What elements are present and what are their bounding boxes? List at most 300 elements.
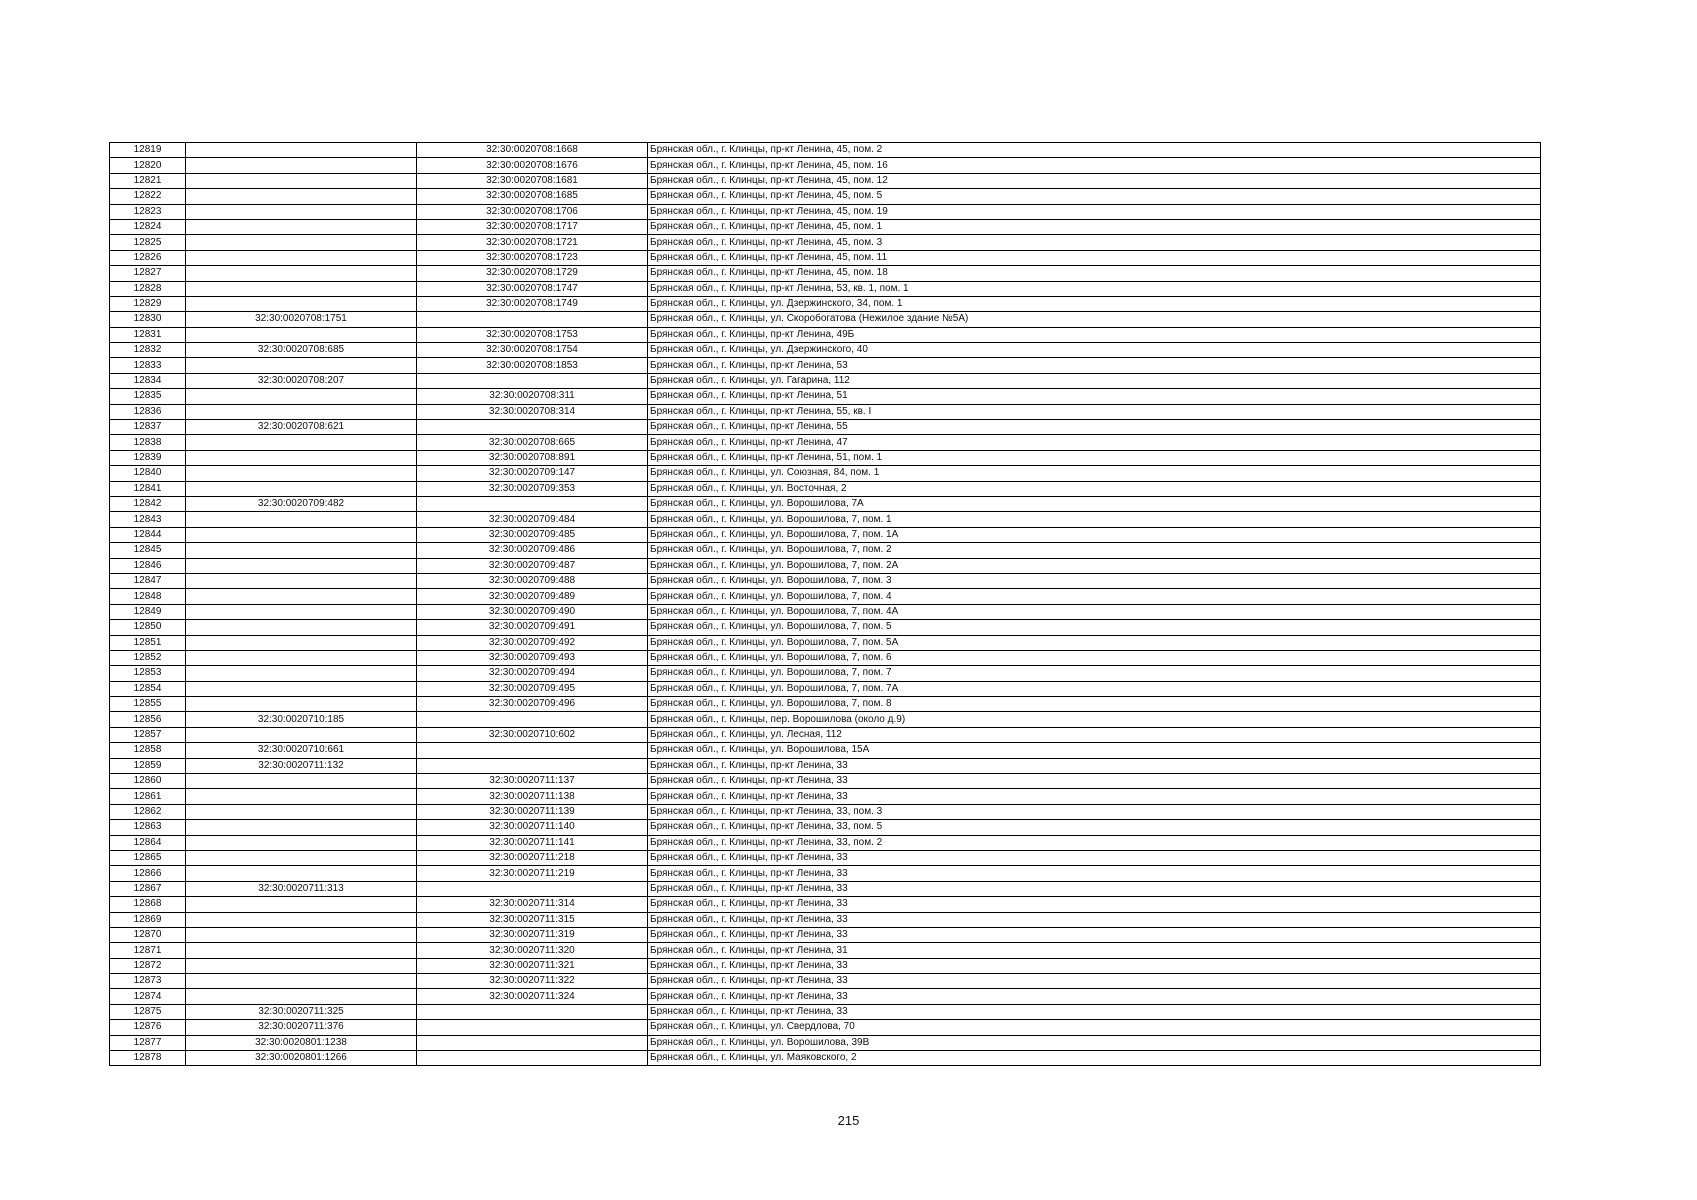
table-row xyxy=(110,1004,1541,1019)
row-number-cell: 12872 xyxy=(110,958,186,973)
object-number-cell: 32:30:0020709:487 xyxy=(417,558,648,573)
row-number-cell: 12848 xyxy=(110,589,186,604)
object-number-cell: 32:30:0020710:602 xyxy=(417,727,648,742)
table-row xyxy=(110,774,1541,789)
object-number-cell: 32:30:0020711:314 xyxy=(417,897,648,912)
object-number-cell: 32:30:0020709:485 xyxy=(417,527,648,542)
address-cell: Брянская обл., г. Клинцы, пр-кт Ленина, 33, пом. 5 xyxy=(648,820,1541,835)
address-cell: Брянская обл., г. Клинцы, пр-кт Ленина, 45, пом. 1 xyxy=(648,219,1541,234)
object-number-cell: 32:30:0020708:1685 xyxy=(417,189,648,204)
table-row xyxy=(110,866,1541,881)
object-number-cell: 32:30:0020709:494 xyxy=(417,666,648,681)
table-row xyxy=(110,296,1541,311)
cadastral-number-cell xyxy=(186,604,417,619)
row-number-cell: 12868 xyxy=(110,897,186,912)
cadastral-number-cell: 32:30:0020710:661 xyxy=(186,743,417,758)
row-number-cell: 12841 xyxy=(110,481,186,496)
table-row xyxy=(110,635,1541,650)
object-number-cell: 32:30:0020709:353 xyxy=(417,481,648,496)
address-cell: Брянская обл., г. Клинцы, пр-кт Ленина, 51 xyxy=(648,389,1541,404)
cadastral-number-cell xyxy=(186,481,417,496)
cadastral-number-cell xyxy=(186,327,417,342)
row-number-cell: 12860 xyxy=(110,774,186,789)
cadastral-number-cell xyxy=(186,650,417,665)
row-number-cell: 12845 xyxy=(110,543,186,558)
address-cell: Брянская обл., г. Клинцы, пр-кт Ленина, 33 xyxy=(648,958,1541,973)
object-number-cell: 32:30:0020708:1749 xyxy=(417,296,648,311)
cadastral-number-cell xyxy=(186,219,417,234)
cadastral-number-cell xyxy=(186,527,417,542)
object-number-cell: 32:30:0020708:1681 xyxy=(417,173,648,188)
object-number-cell: 32:30:0020711:320 xyxy=(417,943,648,958)
cadastral-number-cell: 32:30:0020708:207 xyxy=(186,373,417,388)
object-number-cell: 32:30:0020709:488 xyxy=(417,573,648,588)
table-row xyxy=(110,558,1541,573)
row-number-cell: 12829 xyxy=(110,296,186,311)
table-row xyxy=(110,974,1541,989)
object-number-cell: 32:30:0020708:1668 xyxy=(417,143,648,158)
row-number-cell: 12842 xyxy=(110,496,186,511)
address-cell: Брянская обл., г. Клинцы, пр-кт Ленина, 33 xyxy=(648,974,1541,989)
table-row xyxy=(110,435,1541,450)
cadastral-number-cell xyxy=(186,697,417,712)
table-row xyxy=(110,881,1541,896)
address-cell: Брянская обл., г. Клинцы, пр-кт Ленина, 33 xyxy=(648,774,1541,789)
table-row xyxy=(110,189,1541,204)
object-number-cell: 32:30:0020711:321 xyxy=(417,958,648,973)
table-row xyxy=(110,450,1541,465)
cadastral-number-cell xyxy=(186,635,417,650)
cadastral-number-cell xyxy=(186,573,417,588)
object-number-cell: 32:30:0020711:219 xyxy=(417,866,648,881)
address-cell: Брянская обл., г. Клинцы, ул. Ворошилова, 7, пом. 7 xyxy=(648,666,1541,681)
row-number-cell: 12877 xyxy=(110,1035,186,1050)
table-row xyxy=(110,820,1541,835)
table-row xyxy=(110,758,1541,773)
row-number-cell: 12846 xyxy=(110,558,186,573)
object-number-cell: 32:30:0020711:319 xyxy=(417,927,648,942)
object-number-cell: 32:30:0020711:137 xyxy=(417,774,648,789)
cadastral-number-cell xyxy=(186,173,417,188)
address-cell: Брянская обл., г. Клинцы, ул. Ворошилова, 7, пом. 2А xyxy=(648,558,1541,573)
row-number-cell: 12862 xyxy=(110,804,186,819)
cadastral-number-cell xyxy=(186,820,417,835)
address-cell: Брянская обл., г. Клинцы, пр-кт Ленина, 33 xyxy=(648,912,1541,927)
cadastral-number-cell xyxy=(186,789,417,804)
row-number-cell: 12820 xyxy=(110,158,186,173)
object-number-cell: 32:30:0020709:147 xyxy=(417,466,648,481)
address-cell: Брянская обл., г. Клинцы, ул. Гагарина, 112 xyxy=(648,373,1541,388)
row-number-cell: 12832 xyxy=(110,343,186,358)
address-cell: Брянская обл., г. Клинцы, ул. Дзержинского, 40 xyxy=(648,343,1541,358)
cadastral-number-cell: 32:30:0020709:482 xyxy=(186,496,417,511)
object-number-cell: 32:30:0020709:492 xyxy=(417,635,648,650)
cadastral-number-cell xyxy=(186,143,417,158)
address-cell: Брянская обл., г. Клинцы, ул. Ворошилова, 15А xyxy=(648,743,1541,758)
cadastral-number-cell xyxy=(186,927,417,942)
table-row xyxy=(110,697,1541,712)
table-row xyxy=(110,897,1541,912)
object-number-cell: 32:30:0020708:1717 xyxy=(417,219,648,234)
cadastral-number-cell xyxy=(186,158,417,173)
table-row xyxy=(110,835,1541,850)
row-number-cell: 12858 xyxy=(110,743,186,758)
address-cell: Брянская обл., г. Клинцы, ул. Ворошилова, 7А xyxy=(648,496,1541,511)
object-number-cell: 32:30:0020708:1754 xyxy=(417,343,648,358)
cadastral-number-cell xyxy=(186,850,417,865)
row-number-cell: 12839 xyxy=(110,450,186,465)
object-number-cell: 32:30:0020708:891 xyxy=(417,450,648,465)
object-number-cell: 32:30:0020709:490 xyxy=(417,604,648,619)
cadastral-number-cell: 32:30:0020711:132 xyxy=(186,758,417,773)
cadastral-number-cell xyxy=(186,866,417,881)
object-number-cell xyxy=(417,881,648,896)
row-number-cell: 12850 xyxy=(110,620,186,635)
row-number-cell: 12823 xyxy=(110,204,186,219)
cadastral-number-cell xyxy=(186,558,417,573)
row-number-cell: 12854 xyxy=(110,681,186,696)
row-number-cell: 12822 xyxy=(110,189,186,204)
row-number-cell: 12869 xyxy=(110,912,186,927)
object-number-cell xyxy=(417,1051,648,1066)
row-number-cell: 12849 xyxy=(110,604,186,619)
address-cell: Брянская обл., г. Клинцы, ул. Лесная, 112 xyxy=(648,727,1541,742)
table-row xyxy=(110,650,1541,665)
object-number-cell: 32:30:0020709:489 xyxy=(417,589,648,604)
cadastral-number-cell: 32:30:0020710:185 xyxy=(186,712,417,727)
address-cell: Брянская обл., г. Клинцы, пр-кт Ленина, 45, пом. 16 xyxy=(648,158,1541,173)
table-row xyxy=(110,343,1541,358)
cadastral-number-cell xyxy=(186,189,417,204)
object-number-cell: 32:30:0020711:322 xyxy=(417,974,648,989)
cadastral-number-cell xyxy=(186,543,417,558)
table-row xyxy=(110,789,1541,804)
cadastral-number-cell xyxy=(186,235,417,250)
cadastral-number-cell: 32:30:0020708:1751 xyxy=(186,312,417,327)
cadastral-number-cell xyxy=(186,404,417,419)
table-row xyxy=(110,712,1541,727)
row-number-cell: 12825 xyxy=(110,235,186,250)
row-number-cell: 12827 xyxy=(110,266,186,281)
row-number-cell: 12835 xyxy=(110,389,186,404)
table-row xyxy=(110,481,1541,496)
cadastral-number-cell: 32:30:0020708:685 xyxy=(186,343,417,358)
object-number-cell: 32:30:0020711:140 xyxy=(417,820,648,835)
table-row xyxy=(110,158,1541,173)
object-number-cell xyxy=(417,743,648,758)
table-row xyxy=(110,958,1541,973)
cadastral-number-cell xyxy=(186,804,417,819)
row-number-cell: 12819 xyxy=(110,143,186,158)
address-cell: Брянская обл., г. Клинцы, ул. Ворошилова, 7, пом. 3 xyxy=(648,573,1541,588)
object-number-cell: 32:30:0020708:1729 xyxy=(417,266,648,281)
registry-body xyxy=(110,143,1541,1066)
object-number-cell: 32:30:0020709:486 xyxy=(417,543,648,558)
row-number-cell: 12855 xyxy=(110,697,186,712)
object-number-cell xyxy=(417,373,648,388)
object-number-cell xyxy=(417,312,648,327)
cadastral-number-cell: 32:30:0020801:1266 xyxy=(186,1051,417,1066)
table-row xyxy=(110,466,1541,481)
cadastral-number-cell xyxy=(186,358,417,373)
row-number-cell: 12837 xyxy=(110,420,186,435)
address-cell: Брянская обл., г. Клинцы, ул. Ворошилова, 7, пом. 7А xyxy=(648,681,1541,696)
address-cell: Брянская обл., г. Клинцы, ул. Дзержинского, 34, пом. 1 xyxy=(648,296,1541,311)
object-number-cell xyxy=(417,496,648,511)
object-number-cell: 32:30:0020708:1747 xyxy=(417,281,648,296)
address-cell: Брянская обл., г. Клинцы, ул. Союзная, 84, пом. 1 xyxy=(648,466,1541,481)
cadastral-number-cell xyxy=(186,389,417,404)
cadastral-number-cell: 32:30:0020711:376 xyxy=(186,1020,417,1035)
address-cell: Брянская обл., г. Клинцы, пр-кт Ленина, 33 xyxy=(648,989,1541,1004)
table-row xyxy=(110,850,1541,865)
row-number-cell: 12867 xyxy=(110,881,186,896)
row-number-cell: 12826 xyxy=(110,250,186,265)
registry-table xyxy=(109,142,1541,1066)
cadastral-number-cell xyxy=(186,620,417,635)
table-row xyxy=(110,173,1541,188)
object-number-cell xyxy=(417,1035,648,1050)
cadastral-number-cell xyxy=(186,589,417,604)
object-number-cell xyxy=(417,712,648,727)
row-number-cell: 12831 xyxy=(110,327,186,342)
table-row xyxy=(110,927,1541,942)
cadastral-number-cell xyxy=(186,466,417,481)
table-row xyxy=(110,1020,1541,1035)
cadastral-number-cell: 32:30:0020708:621 xyxy=(186,420,417,435)
table-row xyxy=(110,312,1541,327)
address-cell: Брянская обл., г. Клинцы, пр-кт Ленина, 49Б xyxy=(648,327,1541,342)
table-row xyxy=(110,989,1541,1004)
table-row xyxy=(110,250,1541,265)
page-number: 215 xyxy=(837,1113,860,1128)
address-cell: Брянская обл., г. Клинцы, пр-кт Ленина, 33 xyxy=(648,927,1541,942)
table-row xyxy=(110,143,1541,158)
row-number-cell: 12866 xyxy=(110,866,186,881)
address-cell: Брянская обл., г. Клинцы, пр-кт Ленина, 33, пом. 2 xyxy=(648,835,1541,850)
object-number-cell xyxy=(417,420,648,435)
row-number-cell: 12852 xyxy=(110,650,186,665)
cadastral-number-cell xyxy=(186,204,417,219)
address-cell: Брянская обл., г. Клинцы, пр-кт Ленина, 45, пом. 19 xyxy=(648,204,1541,219)
address-cell: Брянская обл., г. Клинцы, ул. Ворошилова, 7, пом. 8 xyxy=(648,697,1541,712)
cadastral-number-cell: 32:30:0020711:313 xyxy=(186,881,417,896)
object-number-cell: 32:30:0020708:314 xyxy=(417,404,648,419)
row-number-cell: 12847 xyxy=(110,573,186,588)
row-number-cell: 12824 xyxy=(110,219,186,234)
table-row xyxy=(110,219,1541,234)
cadastral-number-cell xyxy=(186,912,417,927)
object-number-cell: 32:30:0020708:1721 xyxy=(417,235,648,250)
cadastral-number-cell xyxy=(186,250,417,265)
table-row xyxy=(110,404,1541,419)
cadastral-number-cell xyxy=(186,727,417,742)
row-number-cell: 12844 xyxy=(110,527,186,542)
object-number-cell: 32:30:0020711:324 xyxy=(417,989,648,1004)
row-number-cell: 12853 xyxy=(110,666,186,681)
object-number-cell: 32:30:0020708:1853 xyxy=(417,358,648,373)
object-number-cell: 32:30:0020708:311 xyxy=(417,389,648,404)
address-cell: Брянская обл., г. Клинцы, пр-кт Ленина, 45, пом. 11 xyxy=(648,250,1541,265)
address-cell: Брянская обл., г. Клинцы, пр-кт Ленина, 33, пом. 3 xyxy=(648,804,1541,819)
address-cell: Брянская обл., г. Клинцы, пр-кт Ленина, 45, пом. 3 xyxy=(648,235,1541,250)
object-number-cell xyxy=(417,1020,648,1035)
address-cell: Брянская обл., г. Клинцы, пр-кт Ленина, 45, пом. 12 xyxy=(648,173,1541,188)
table-row xyxy=(110,496,1541,511)
row-number-cell: 12838 xyxy=(110,435,186,450)
object-number-cell xyxy=(417,1004,648,1019)
object-number-cell: 32:30:0020709:496 xyxy=(417,697,648,712)
row-number-cell: 12863 xyxy=(110,820,186,835)
row-number-cell: 12876 xyxy=(110,1020,186,1035)
table-row xyxy=(110,573,1541,588)
cadastral-number-cell xyxy=(186,681,417,696)
address-cell: Брянская обл., г. Клинцы, ул. Скоробогатова (Нежилое здание №5А) xyxy=(648,312,1541,327)
row-number-cell: 12878 xyxy=(110,1051,186,1066)
row-number-cell: 12836 xyxy=(110,404,186,419)
address-cell: Брянская обл., г. Клинцы, пр-кт Ленина, 33 xyxy=(648,1004,1541,1019)
table-row xyxy=(110,589,1541,604)
object-number-cell xyxy=(417,758,648,773)
table-row xyxy=(110,666,1541,681)
address-cell: Брянская обл., г. Клинцы, ул. Ворошилова, 7, пом. 4А xyxy=(648,604,1541,619)
table-row xyxy=(110,266,1541,281)
object-number-cell: 32:30:0020711:139 xyxy=(417,804,648,819)
address-cell: Брянская обл., г. Клинцы, ул. Ворошилова, 7, пом. 1 xyxy=(648,512,1541,527)
address-cell: Брянская обл., г. Клинцы, пр-кт Ленина, 33 xyxy=(648,881,1541,896)
cadastral-number-cell xyxy=(186,666,417,681)
address-cell: Брянская обл., г. Клинцы, ул. Ворошилова, 7, пом. 2 xyxy=(648,543,1541,558)
row-number-cell: 12828 xyxy=(110,281,186,296)
table-row xyxy=(110,604,1541,619)
row-number-cell: 12873 xyxy=(110,974,186,989)
object-number-cell: 32:30:0020711:315 xyxy=(417,912,648,927)
table-row xyxy=(110,281,1541,296)
cadastral-number-cell xyxy=(186,296,417,311)
address-cell: Брянская обл., г. Клинцы, пр-кт Ленина, 33 xyxy=(648,789,1541,804)
address-cell: Брянская обл., г. Клинцы, пр-кт Ленина, 53, кв. 1, пом. 1 xyxy=(648,281,1541,296)
address-cell: Брянская обл., г. Клинцы, ул. Маяковского, 2 xyxy=(648,1051,1541,1066)
table-row xyxy=(110,943,1541,958)
address-cell: Брянская обл., г. Клинцы, пр-кт Ленина, 51, пом. 1 xyxy=(648,450,1541,465)
row-number-cell: 12864 xyxy=(110,835,186,850)
address-cell: Брянская обл., г. Клинцы, пер. Ворошилова (около д.9) xyxy=(648,712,1541,727)
table-row xyxy=(110,804,1541,819)
address-cell: Брянская обл., г. Клинцы, пр-кт Ленина, 45, пом. 18 xyxy=(648,266,1541,281)
table-row xyxy=(110,358,1541,373)
address-cell: Брянская обл., г. Клинцы, ул. Ворошилова, 39В xyxy=(648,1035,1541,1050)
row-number-cell: 12856 xyxy=(110,712,186,727)
address-cell: Брянская обл., г. Клинцы, пр-кт Ленина, 33 xyxy=(648,866,1541,881)
row-number-cell: 12833 xyxy=(110,358,186,373)
row-number-cell: 12851 xyxy=(110,635,186,650)
cadastral-number-cell: 32:30:0020801:1238 xyxy=(186,1035,417,1050)
address-cell: Брянская обл., г. Клинцы, ул. Ворошилова, 7, пом. 1А xyxy=(648,527,1541,542)
row-number-cell: 12843 xyxy=(110,512,186,527)
table-row xyxy=(110,327,1541,342)
table-row xyxy=(110,543,1541,558)
cadastral-number-cell xyxy=(186,774,417,789)
address-cell: Брянская обл., г. Клинцы, пр-кт Ленина, 55, кв. I xyxy=(648,404,1541,419)
address-cell: Брянская обл., г. Клинцы, пр-кт Ленина, 45, пом. 2 xyxy=(648,143,1541,158)
object-number-cell: 32:30:0020708:665 xyxy=(417,435,648,450)
cadastral-number-cell xyxy=(186,835,417,850)
table-row xyxy=(110,743,1541,758)
address-cell: Брянская обл., г. Клинцы, пр-кт Ленина, 47 xyxy=(648,435,1541,450)
row-number-cell: 12840 xyxy=(110,466,186,481)
cadastral-number-cell xyxy=(186,958,417,973)
table-row xyxy=(110,620,1541,635)
row-number-cell: 12859 xyxy=(110,758,186,773)
object-number-cell: 32:30:0020709:495 xyxy=(417,681,648,696)
address-cell: Брянская обл., г. Клинцы, ул. Свердлова, 70 xyxy=(648,1020,1541,1035)
row-number-cell: 12870 xyxy=(110,927,186,942)
row-number-cell: 12874 xyxy=(110,989,186,1004)
row-number-cell: 12834 xyxy=(110,373,186,388)
cadastral-number-cell: 32:30:0020711:325 xyxy=(186,1004,417,1019)
cadastral-number-cell xyxy=(186,943,417,958)
table-row xyxy=(110,389,1541,404)
address-cell: Брянская обл., г. Клинцы, пр-кт Ленина, 45, пом. 5 xyxy=(648,189,1541,204)
cadastral-number-cell xyxy=(186,974,417,989)
cadastral-number-cell xyxy=(186,450,417,465)
address-cell: Брянская обл., г. Клинцы, ул. Восточная, 2 xyxy=(648,481,1541,496)
cadastral-number-cell xyxy=(186,266,417,281)
object-number-cell: 32:30:0020708:1706 xyxy=(417,204,648,219)
row-number-cell: 12875 xyxy=(110,1004,186,1019)
address-cell: Брянская обл., г. Клинцы, пр-кт Ленина, 33 xyxy=(648,897,1541,912)
row-number-cell: 12821 xyxy=(110,173,186,188)
address-cell: Брянская обл., г. Клинцы, ул. Ворошилова, 7, пом. 6 xyxy=(648,650,1541,665)
cadastral-number-cell xyxy=(186,989,417,1004)
address-cell: Брянская обл., г. Клинцы, пр-кт Ленина, 53 xyxy=(648,358,1541,373)
cadastral-number-cell xyxy=(186,897,417,912)
table-row xyxy=(110,1051,1541,1066)
row-number-cell: 12857 xyxy=(110,727,186,742)
address-cell: Брянская обл., г. Клинцы, пр-кт Ленина, 31 xyxy=(648,943,1541,958)
table-row xyxy=(110,727,1541,742)
address-cell: Брянская обл., г. Клинцы, ул. Ворошилова, 7, пом. 5А xyxy=(648,635,1541,650)
row-number-cell: 12861 xyxy=(110,789,186,804)
cadastral-number-cell xyxy=(186,512,417,527)
object-number-cell: 32:30:0020711:218 xyxy=(417,850,648,865)
object-number-cell: 32:30:0020708:1723 xyxy=(417,250,648,265)
object-number-cell: 32:30:0020708:1676 xyxy=(417,158,648,173)
table-row xyxy=(110,512,1541,527)
address-cell: Брянская обл., г. Клинцы, пр-кт Ленина, 33 xyxy=(648,850,1541,865)
table-row xyxy=(110,420,1541,435)
table-row xyxy=(110,527,1541,542)
table-row xyxy=(110,912,1541,927)
table-row xyxy=(110,204,1541,219)
row-number-cell: 12830 xyxy=(110,312,186,327)
row-number-cell: 12865 xyxy=(110,850,186,865)
address-cell: Брянская обл., г. Клинцы, ул. Ворошилова, 7, пом. 4 xyxy=(648,589,1541,604)
object-number-cell: 32:30:0020709:493 xyxy=(417,650,648,665)
table-row xyxy=(110,235,1541,250)
table-row xyxy=(110,373,1541,388)
object-number-cell: 32:30:0020709:484 xyxy=(417,512,648,527)
object-number-cell: 32:30:0020711:138 xyxy=(417,789,648,804)
object-number-cell: 32:30:0020709:491 xyxy=(417,620,648,635)
row-number-cell: 12871 xyxy=(110,943,186,958)
object-number-cell: 32:30:0020708:1753 xyxy=(417,327,648,342)
cadastral-number-cell xyxy=(186,281,417,296)
address-cell: Брянская обл., г. Клинцы, ул. Ворошилова, 7, пом. 5 xyxy=(648,620,1541,635)
object-number-cell: 32:30:0020711:141 xyxy=(417,835,648,850)
address-cell: Брянская обл., г. Клинцы, пр-кт Ленина, 55 xyxy=(648,420,1541,435)
cadastral-number-cell xyxy=(186,435,417,450)
